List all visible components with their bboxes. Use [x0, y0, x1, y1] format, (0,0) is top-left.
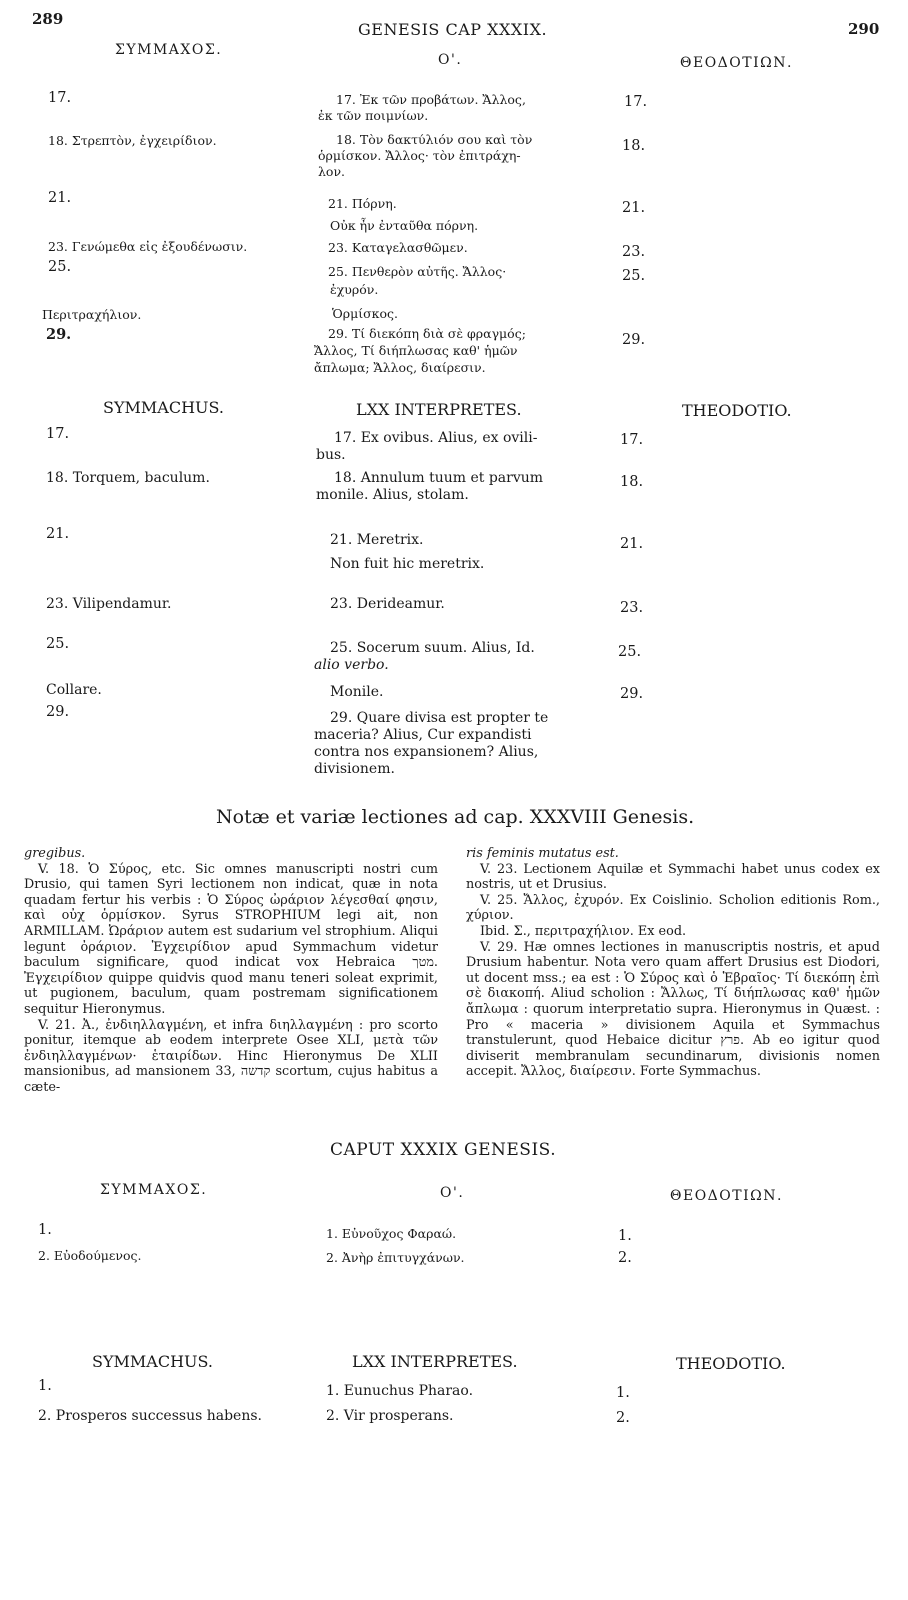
cap-latin-theodotion-1: 1.	[616, 1385, 630, 1401]
greek-theodotion-29: 29.	[622, 332, 646, 348]
greek-symmachus-25: 25.	[48, 259, 72, 275]
latin-lxx-25-line2: alio verbo.	[314, 657, 389, 673]
col-header-theodotion-latin: THEODOTIO.	[682, 401, 792, 420]
greek-symmachus-extra: Περιτραχήλιον.	[42, 307, 142, 322]
running-title: GENESIS CAP XXXIX.	[358, 20, 548, 39]
note-paragraph: V. 21. Ἀ., ἐνδιηλλαγμένη, et infra διηλλαγμένη : pro scorto ponitur, itemque ab eodem interprete Osee XLI, μετὰ τῶν ἐνδιηλλαγμένων· ἑταιρίδων. Hinc Hieronymus De XLII mansionibus, ad mansionem 33, קדשה scortum, cujus habitus a cæte-	[24, 1017, 438, 1095]
latin-lxx-25-line1: 25. Socerum suum. Alius, Id.	[330, 640, 535, 656]
cap-col-header-theodotion-greek: ΘΕΟΔΟΤΙΩΝ.	[670, 1188, 783, 1204]
caput-title: CAPUT XXXIX GENESIS.	[330, 1140, 557, 1160]
cap-greek-symmachus-1: 1.	[38, 1222, 52, 1238]
greek-lxx-18-line2: ὁρμίσκον. Ἄλλος· τὸν ἐπιτράχη-	[318, 148, 521, 163]
latin-lxx-29-line2: maceria? Alius, Cur expandisti	[314, 727, 532, 743]
latin-lxx-29-line3: contra nos expansionem? Alius,	[314, 744, 539, 760]
latin-theodotion-17: 17.	[620, 432, 644, 448]
greek-symmachus-17: 17.	[48, 90, 72, 106]
greek-symmachus-21: 21.	[48, 190, 72, 206]
latin-symmachus-23: 23. Vilipendamur.	[46, 596, 172, 612]
greek-symmachus-23: 23. Γενώμεθα εἰς ἐξουδένωσιν.	[48, 239, 248, 254]
greek-theodotion-17: 17.	[624, 94, 648, 110]
latin-lxx-21-line2: Non fuit hic meretrix.	[330, 556, 485, 572]
greek-theodotion-18: 18.	[622, 138, 646, 154]
latin-lxx-18-line2: monile. Alius, stolam.	[316, 487, 469, 503]
latin-theodotion-25: 25.	[618, 644, 642, 660]
note-paragraph: V. 23. Lectionem Aquilæ et Symmachi habet unus codex ex nostris, ut et Drusius.	[466, 861, 880, 893]
greek-lxx-29-line2: Ἄλλος, Τί διήπλωσας καθ' ἡμῶν	[314, 343, 518, 358]
col-header-lxx-greek: Ο'.	[438, 52, 463, 68]
notes-title: Notæ et variæ lectiones ad cap. XXXVIII Genesis.	[216, 806, 695, 828]
cap-greek-theodotion-2: 2.	[618, 1250, 632, 1266]
greek-symmachus-29: 29.	[46, 326, 72, 343]
cap-latin-theodotion-2: 2.	[616, 1410, 630, 1426]
note-paragraph: Ibid. Σ., περιτραχήλιον. Ex eod.	[480, 923, 687, 939]
greek-theodotion-23: 23.	[622, 244, 646, 260]
notes-right-column	[466, 846, 880, 1080]
greek-lxx-17-line2: ἐκ τῶν ποιμνίων.	[318, 108, 429, 123]
note-paragraph: ris feminis mutatus est.	[466, 846, 619, 861]
cap-greek-lxx-1: 1. Εὐνοῦχος Φαραώ.	[326, 1226, 457, 1241]
greek-lxx-extra: Ὁρμίσκος.	[332, 306, 398, 321]
latin-symmachus-21: 21.	[46, 526, 70, 542]
latin-lxx-17-line1: 17. Ex ovibus. Alius, ex ovili-	[334, 430, 538, 446]
col-header-symmachus-greek: ΣΥΜΜΑΧΟΣ.	[115, 42, 223, 58]
latin-symmachus-extra: Collare.	[46, 682, 102, 698]
cap-col-header-symmachus-latin: SYMMACHUS.	[92, 1352, 213, 1371]
cap-greek-lxx-2: 2. Ἀνὴρ ἐπιτυγχάνων.	[326, 1250, 465, 1265]
note-paragraph: V. 18. Ὁ Σύρος, etc. Sic omnes manuscripti nostri cum Drusio, qui tamen Syri lectionem non indicat, quæ in nota quadam fertur his verbis : Ὁ Σύρος ὠράριον λέγεσθαί φησιν, καὶ οὐχ ὁρμίσκον. Syrus STROPHIUM legi ait, non ARMILLAM. Ὠράριον autem est sudarium vel strophium. Aliqui legunt ὀράριον. Ἐγχειρίδιον apud Symmachum videtur baculum significare, quod indicat vox Hebraica מטך. Ἐγχειρίδιον quippe quidvis quod manu teneri soleat exprimit, ut pugionem, baculum, quam postremam significationem sequitur Hieronymus.	[24, 861, 438, 1017]
note-paragraph: V. 29. Hæ omnes lectiones in manuscriptis nostris, et apud Drusium habentur. Nota vero quam affert Drusius est Diodori, ut docent mss.; ea est : Ὁ Σύρος καὶ ὁ Ἑβραῖος· Τί διεκόπη ἐπὶ σὲ διακοπή. Aliud scholion : Ἄλλως, Τί διήπλωσας καθ' ἡμῶν ἄπλωμα : quorum interpretatio supra. Hieronymus in Quæst. : Pro « maceria » divisionem Aquila et Symmachus transtulerunt, quod Hebaice dicitur פרץ. Ab eo igitur quod diviserit membranulam secundinarum, divisionis nomen accepit. Ἄλλος, διαίρεσιν. Forte Symmachus.	[466, 939, 880, 1080]
latin-symmachus-17: 17.	[46, 426, 70, 442]
latin-symmachus-25: 25.	[46, 636, 70, 652]
cap-latin-lxx-2: 2. Vir prosperans.	[326, 1408, 454, 1424]
latin-lxx-21-line1: 21. Meretrix.	[330, 532, 424, 548]
latin-lxx-extra: Monile.	[330, 684, 384, 700]
cap-col-header-theodotion-latin: THEODOTIO.	[676, 1354, 786, 1373]
greek-theodotion-25: 25.	[622, 268, 646, 284]
latin-symmachus-18: 18. Torquem, baculum.	[46, 470, 210, 486]
page-number-left: 289	[32, 10, 64, 28]
cap-latin-symmachus-1: 1.	[38, 1378, 52, 1394]
greek-lxx-23: 23. Καταγελασθῶμεν.	[328, 240, 468, 255]
greek-lxx-18-line3: λον.	[318, 164, 346, 179]
greek-lxx-29-line1: 29. Τί διεκόπη διὰ σὲ φραγμός;	[328, 326, 526, 341]
latin-lxx-18-line1: 18. Annulum tuum et parvum	[334, 470, 544, 486]
cap-latin-lxx-1: 1. Eunuchus Pharao.	[326, 1383, 474, 1399]
greek-lxx-21-line1: 21. Πόρνη.	[328, 196, 397, 211]
greek-lxx-29-line3: ἄπλωμα; Ἄλλος, διαίρεσιν.	[314, 360, 486, 375]
greek-lxx-21-line2: Οὐκ ἦν ἐνταῦθα πόρνη.	[330, 218, 479, 233]
greek-lxx-17-line1: 17. Ἐκ τῶν προβάτων. Ἄλλος,	[336, 92, 526, 107]
latin-symmachus-29: 29.	[46, 704, 70, 720]
greek-lxx-25-line1: 25. Πενθερὸν αὐτῆς. Ἄλλος·	[328, 264, 507, 279]
greek-lxx-18-line1: 18. Τὸν δακτύλιόν σου καὶ τὸν	[336, 132, 533, 147]
col-header-theodotion-greek: ΘΕΟΔΟΤΙΩΝ.	[680, 55, 793, 71]
cap-greek-symmachus-2: 2. Εὐοδούμενος.	[38, 1248, 142, 1263]
greek-symmachus-18: 18. Στρεπτὸν, ἐγχειρίδιον.	[48, 133, 217, 148]
latin-theodotion-23: 23.	[620, 600, 644, 616]
cap-col-header-lxx-greek: Ο'.	[440, 1185, 465, 1201]
col-header-symmachus-latin: SYMMACHUS.	[103, 398, 224, 417]
cap-col-header-lxx-latin: LXX INTERPRETES.	[352, 1352, 518, 1371]
notes-left-column	[24, 846, 438, 1096]
note-paragraph: V. 25. Ἄλλος, ἐχυρόν. Ex Coislinio. Scholion editionis Rom., χύριον.	[466, 892, 880, 924]
note-paragraph: gregibus.	[24, 846, 86, 861]
col-header-lxx-latin: LXX INTERPRETES.	[356, 400, 522, 419]
greek-lxx-25-line2: ἐχυρόν.	[330, 282, 379, 297]
page-number-right: 290	[848, 20, 880, 38]
latin-lxx-29-line1: 29. Quare divisa est propter te	[330, 710, 549, 726]
latin-lxx-29-line4: divisionem.	[314, 761, 395, 777]
latin-lxx-17-line2: bus.	[316, 447, 346, 463]
latin-theodotion-18: 18.	[620, 474, 644, 490]
cap-greek-theodotion-1: 1.	[618, 1228, 632, 1244]
cap-latin-symmachus-2: 2. Prosperos successus habens.	[38, 1408, 262, 1424]
greek-theodotion-21: 21.	[622, 200, 646, 216]
latin-lxx-23: 23. Derideamur.	[330, 596, 445, 612]
latin-theodotion-29: 29.	[620, 686, 644, 702]
latin-theodotion-21: 21.	[620, 536, 644, 552]
cap-col-header-symmachus-greek: ΣΥΜΜΑΧΟΣ.	[100, 1182, 208, 1198]
